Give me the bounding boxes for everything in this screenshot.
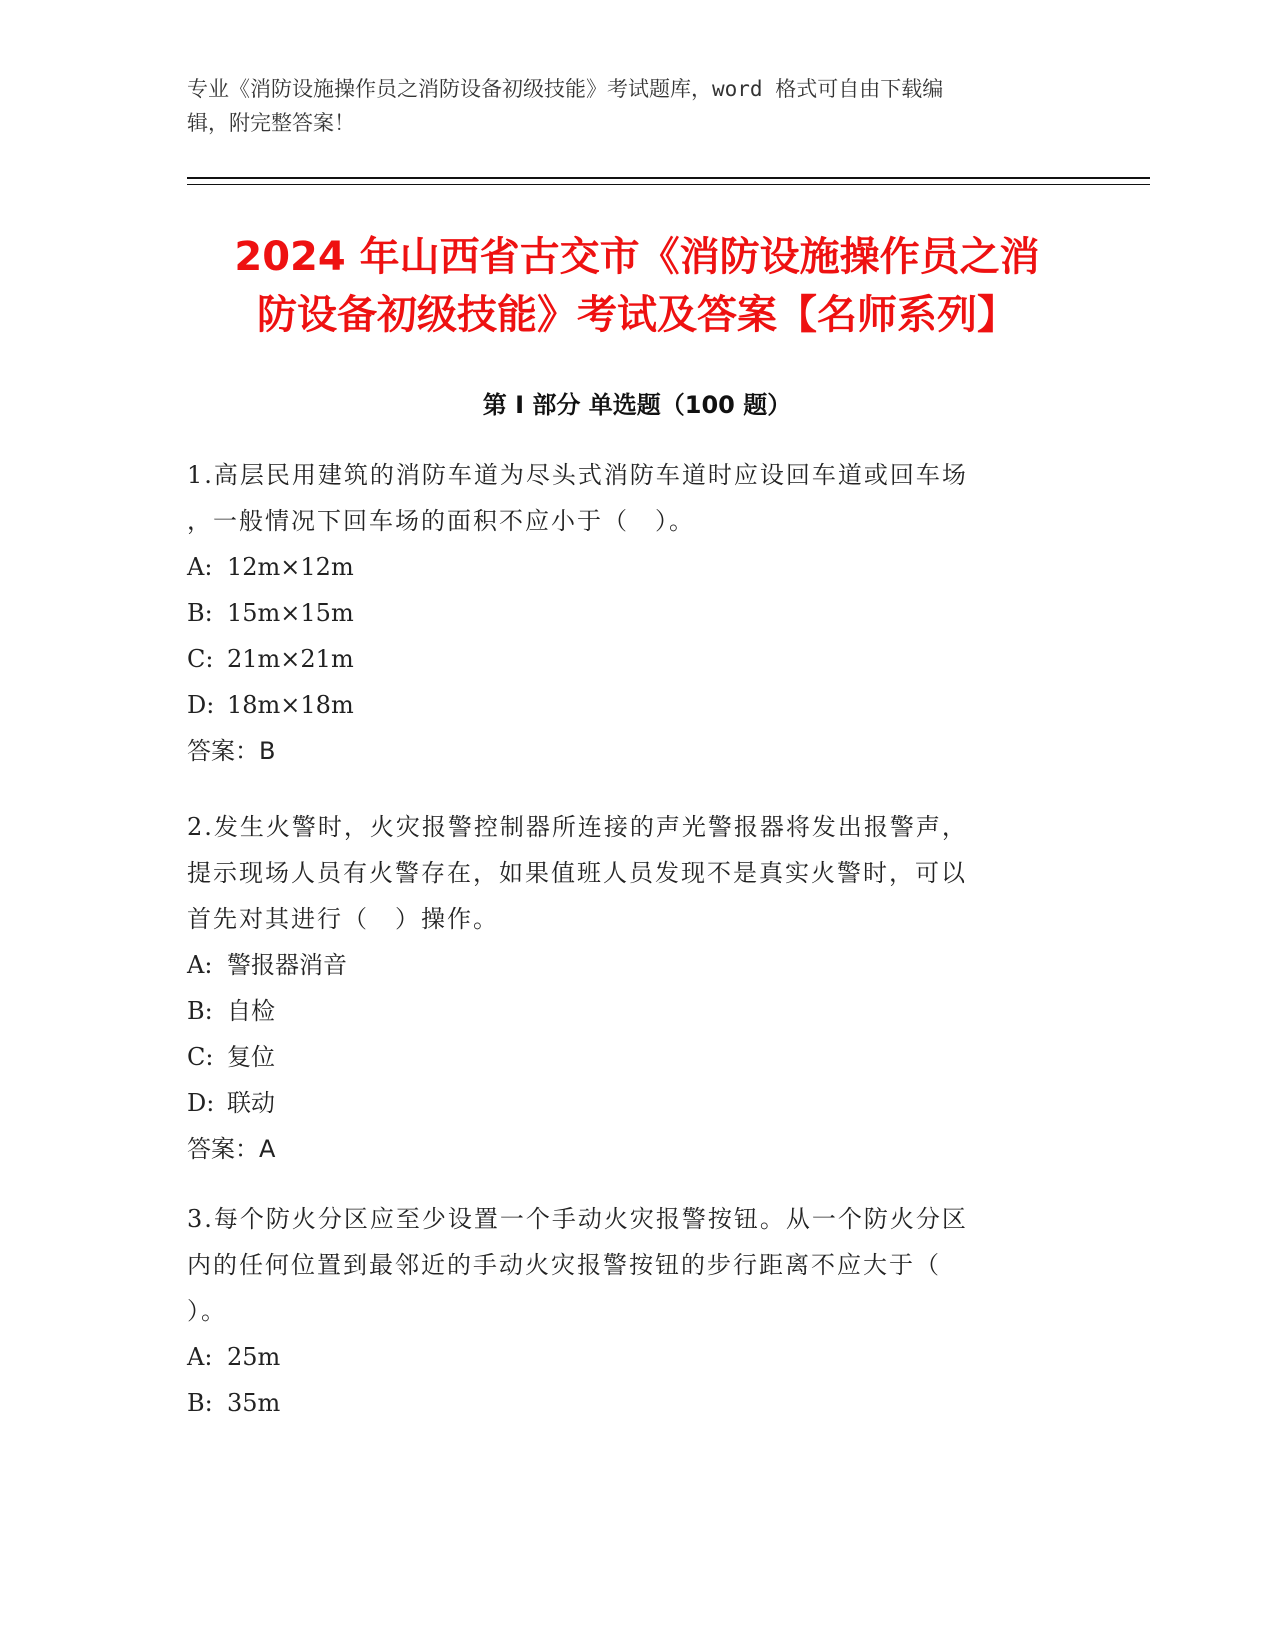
option-c [187,1034,1057,1080]
option-text: 12m×12m [227,553,354,581]
option-letter: A: [187,951,213,979]
option-letter: B: [187,599,213,627]
option-letter: B: [187,1389,213,1417]
option-letter: D: [187,1089,215,1117]
option-d [187,682,1057,728]
option-text: 复位 [227,1043,275,1071]
question-stem: 首先对其进行（ ）操作。 [187,905,499,933]
question-2 [187,804,1057,1172]
title-line-2: 防设备初级技能》考试及答案【名师系列】 [257,292,1017,338]
page-header [187,72,1087,140]
option-letter: A: [187,1343,213,1371]
option-text: 警报器消音 [227,951,347,979]
option-letter: D: [187,691,215,719]
question-stem: ）。 [187,1297,227,1325]
question-3 [187,1196,1057,1426]
option-letter: A: [187,553,213,581]
option-a [187,1334,1057,1380]
header-rule-thick [187,177,1150,179]
option-letter: B: [187,997,213,1025]
option-text: 25m [227,1343,281,1371]
option-text: 自检 [227,997,275,1025]
option-text: 联动 [227,1089,275,1117]
option-text: 18m×18m [227,691,354,719]
title-line-1: 2024 年山西省古交市《消防设施操作员之消 [234,234,1040,280]
option-b [187,590,1057,636]
option-a [187,942,1057,988]
option-letter: C: [187,1043,214,1071]
option-d [187,1080,1057,1126]
option-a [187,544,1057,590]
option-text: 35m [227,1389,281,1417]
question-1 [187,452,1057,774]
answer: 答案：B [187,737,276,765]
answer: 答案：A [187,1135,276,1163]
option-b [187,988,1057,1034]
header-rule-thin [187,184,1150,185]
option-text: 21m×21m [227,645,354,673]
option-text: 15m×15m [227,599,354,627]
document-title [187,228,1087,344]
question-stem: 提示现场人员有火警存在，如果值班人员发现不是真实火警时，可以 [187,859,967,887]
option-letter: C: [187,645,214,673]
option-c [187,636,1057,682]
question-stem: 内的任何位置到最邻近的手动火灾报警按钮的步行距离不应大于（ [187,1251,941,1279]
question-stem: 3.每个防火分区应至少设置一个手动火灾报警按钮。从一个防火分区 [187,1205,968,1233]
question-stem: 1.高层民用建筑的消防车道为尽头式消防车道时应设回车道或回车场 [187,461,968,489]
header-line-2: 辑，附完整答案！ [187,111,355,135]
question-stem: ，一般情况下回车场的面积不应小于（ ）。 [187,507,695,535]
section-heading: 第 I 部分 单选题（100 题） [482,391,792,419]
option-b [187,1380,1057,1426]
question-stem: 2.发生火警时，火灾报警控制器所连接的声光警报器将发出报警声， [187,813,968,841]
header-line-1: 专业《消防设施操作员之消防设备初级技能》考试题库，word 格式可自由下载编 [187,77,944,101]
